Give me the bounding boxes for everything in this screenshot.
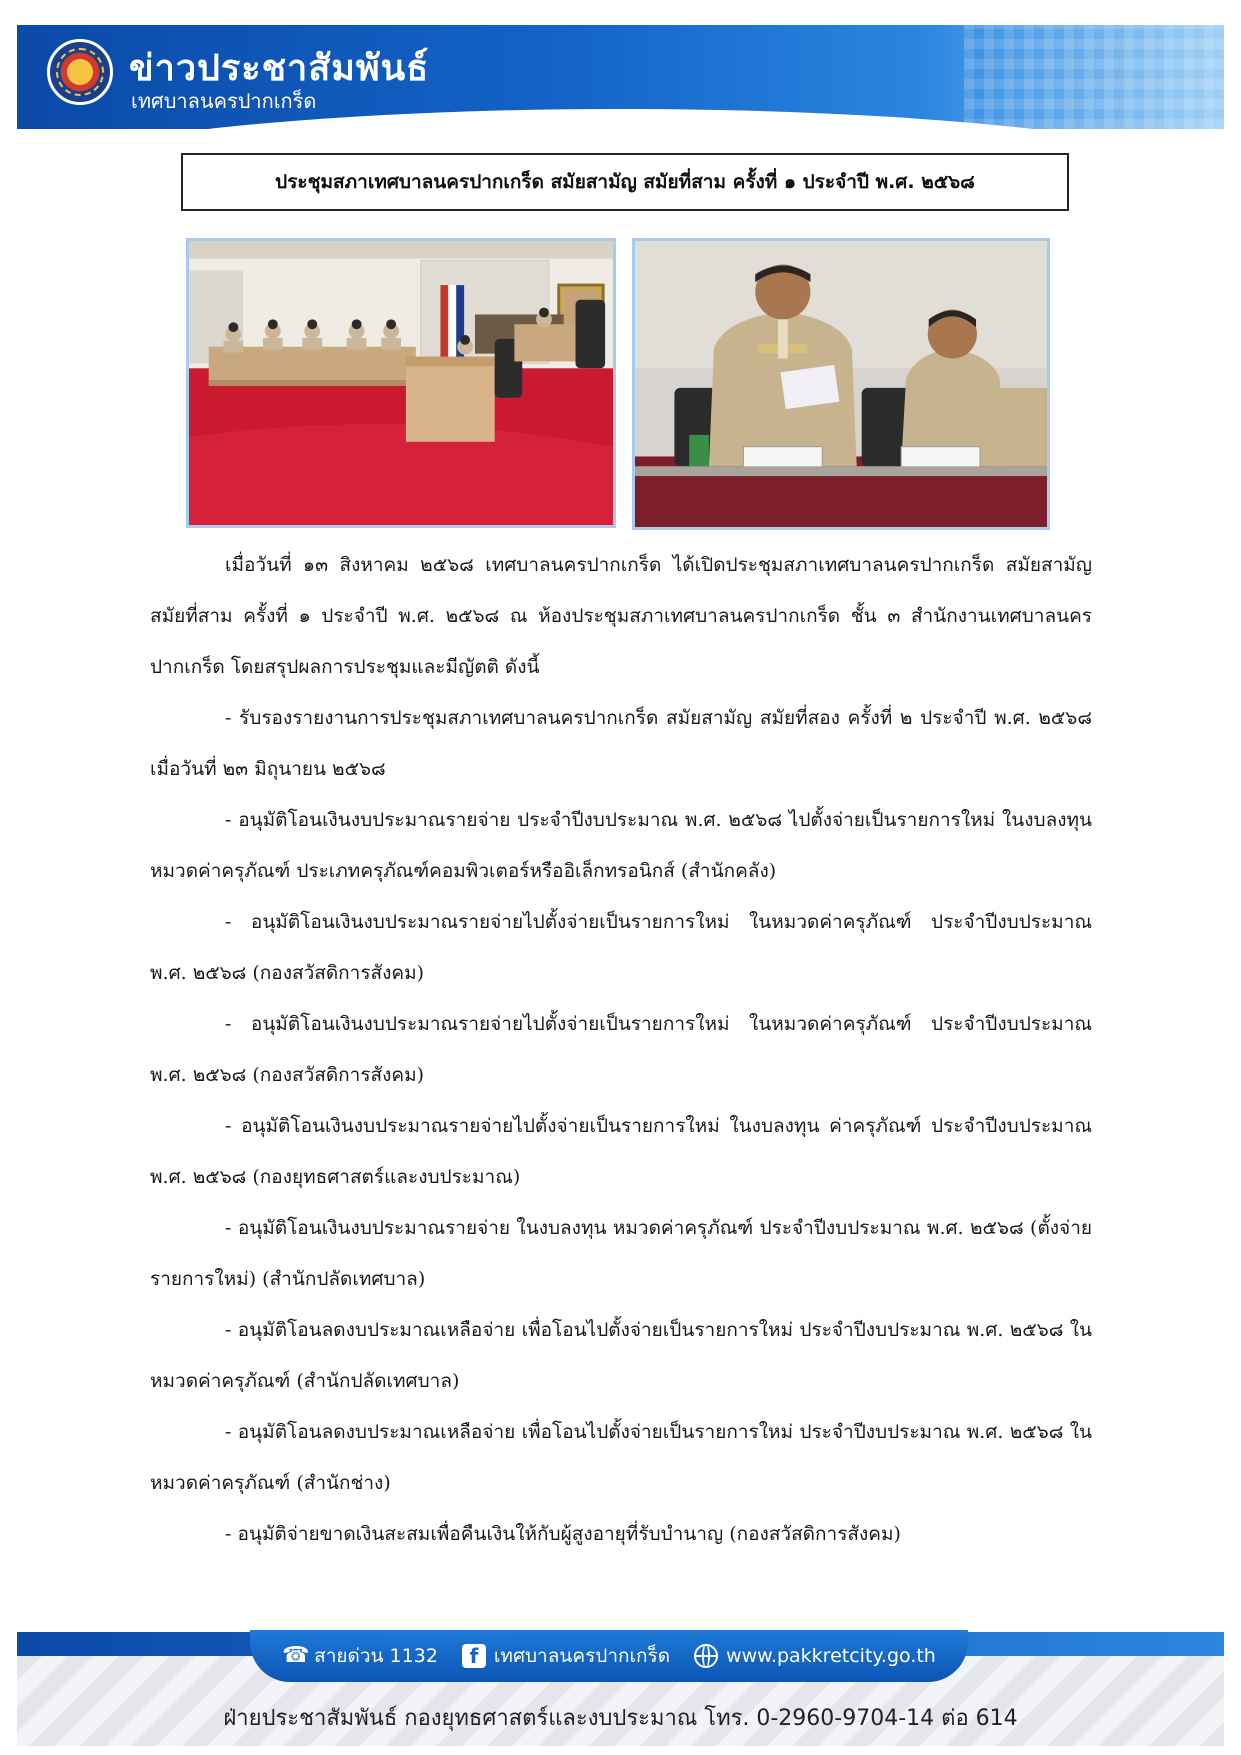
municipality-seal-icon — [47, 39, 113, 105]
hotline — [282, 1641, 438, 1671]
facebook-link[interactable] — [462, 1641, 670, 1671]
phone-icon: ☎ — [282, 1643, 310, 1668]
resolution-item: - อนุมัติจ่ายขาดเงินสะสมเพื่อคืนเงินให้กับผู้สูงอายุที่รับบำนาญ (กองสวัสดิการสังคม) — [225, 1523, 901, 1545]
resolution-item: - อนุมัติโอนเงินงบประมาณรายจ่าย ในงบลงทุน หมวดค่าครุภัณฑ์ ประจำปีงบประมาณ พ.ศ. ๒๕๖๘ (ตั้งจ่ายรายการใหม่) (สำนักปลัดเทศบาล) — [150, 1217, 1092, 1290]
resolution-item: - อนุมัติโอนเงินงบประมาณรายจ่าย ประจำปีงบประมาณ พ.ศ. ๒๕๖๘ ไปตั้งจ่ายเป็นรายการใหม่ ในงบลงทุน หมวดค่าครุภัณฑ์ ประเภทครุภัณฑ์คอมพิวเตอร์หรืออิเล็กทรอนิกส์ (สำนักคลัง) — [150, 809, 1092, 882]
facebook-text: เทศบาลนครปากเกร็ด — [493, 1645, 671, 1667]
resolution-item: - อนุมัติโอนเงินงบประมาณรายจ่ายไปตั้งจ่ายเป็นรายการใหม่ ในงบลงทุน ค่าครุภัณฑ์ ประจำปีงบประมาณ พ.ศ. ๒๕๖๘ (กองยุทธศาสตร์และงบประมาณ) — [150, 1115, 1092, 1188]
footer-contact: ฝ่ายประชาสัมพันธ์ กองยุทธศาสตร์และงบประมาณ โทร. 0-2960-9704-14 ต่อ 614 — [223, 1706, 1018, 1731]
intro-paragraph: เมื่อวันที่ ๑๓ สิงหาคม ๒๕๖๘ เทศบาลนครปากเกร็ด ได้เปิดประชุมสภาเทศบาลนครปากเกร็ด สมัยสามัญ สมัยที่สาม ครั้งที่ ๑ ประจำปี พ.ศ. ๒๕๖๘ ณ ห้องประชุมสภาเทศบาลนครปากเกร็ด ชั้น ๓ สำนักงานเทศบาลนครปากเกร็ด โดยสรุปผลการประชุมและมีญัตติ ดังนี้ — [150, 554, 1092, 678]
resolution-item: - อนุมัติโอนเงินงบประมาณรายจ่ายไปตั้งจ่ายเป็นรายการใหม่ ในหมวดค่าครุภัณฑ์ ประจำปีงบประมาณ พ.ศ. ๒๕๖๘ (กองสวัสดิการสังคม) — [150, 911, 1092, 984]
resolution-item: - อนุมัติโอนเงินงบประมาณรายจ่ายไปตั้งจ่ายเป็นรายการใหม่ ในหมวดค่าครุภัณฑ์ ประจำปีงบประมาณ พ.ศ. ๒๕๖๘ (กองสวัสดิการสังคม) — [150, 1013, 1092, 1086]
resolution-item: - รับรองรายงานการประชุมสภาเทศบาลนครปากเกร็ด สมัยสามัญ สมัยที่สอง ครั้งที่ ๒ ประจำปี พ.ศ. ๒๕๖๘ เมื่อวันที่ ๒๓ มิถุนายน ๒๕๖๘ — [150, 707, 1092, 780]
hotline-text: สายด่วน 1132 — [314, 1645, 438, 1667]
news-body — [150, 540, 1092, 1560]
resolution-item: - อนุมัติโอนลดงบประมาณเหลือจ่าย เพื่อโอนไปตั้งจ่ายเป็นรายการใหม่ ประจำปีงบประมาณ พ.ศ. ๒๕๖๘ ในหมวดค่าครุภัณฑ์ (สำนักปลัดเทศบาล) — [150, 1319, 1092, 1392]
header-banner — [17, 25, 1224, 129]
resolution-item: - อนุมัติโอนลดงบประมาณเหลือจ่าย เพื่อโอนไปตั้งจ่ายเป็นรายการใหม่ ประจำปีงบประมาณ พ.ศ. ๒๕๖๘ ในหมวดค่าครุภัณฑ์ (สำนักช่าง) — [150, 1421, 1092, 1494]
website-link[interactable] — [694, 1644, 936, 1668]
header-title: ข่าวประชาสัมพันธ์ — [129, 48, 430, 89]
header-subtitle: เทศบาลนครปากเกร็ด — [131, 89, 317, 113]
website-text: www.pakkretcity.go.th — [726, 1645, 936, 1667]
council-meeting-room-photo — [186, 238, 616, 528]
facebook-icon: f — [462, 1644, 486, 1668]
news-title-box — [181, 153, 1069, 211]
globe-icon — [694, 1644, 718, 1668]
footer-links — [250, 1630, 968, 1682]
speaker-standing-photo — [632, 238, 1050, 530]
news-title: ประชุมสภาเทศบาลนครปากเกร็ด สมัยสามัญ สมัยที่สาม ครั้งที่ ๑ ประจำปี พ.ศ. ๒๕๖๘ — [275, 171, 975, 193]
header-mosaic-decoration — [964, 25, 1224, 129]
